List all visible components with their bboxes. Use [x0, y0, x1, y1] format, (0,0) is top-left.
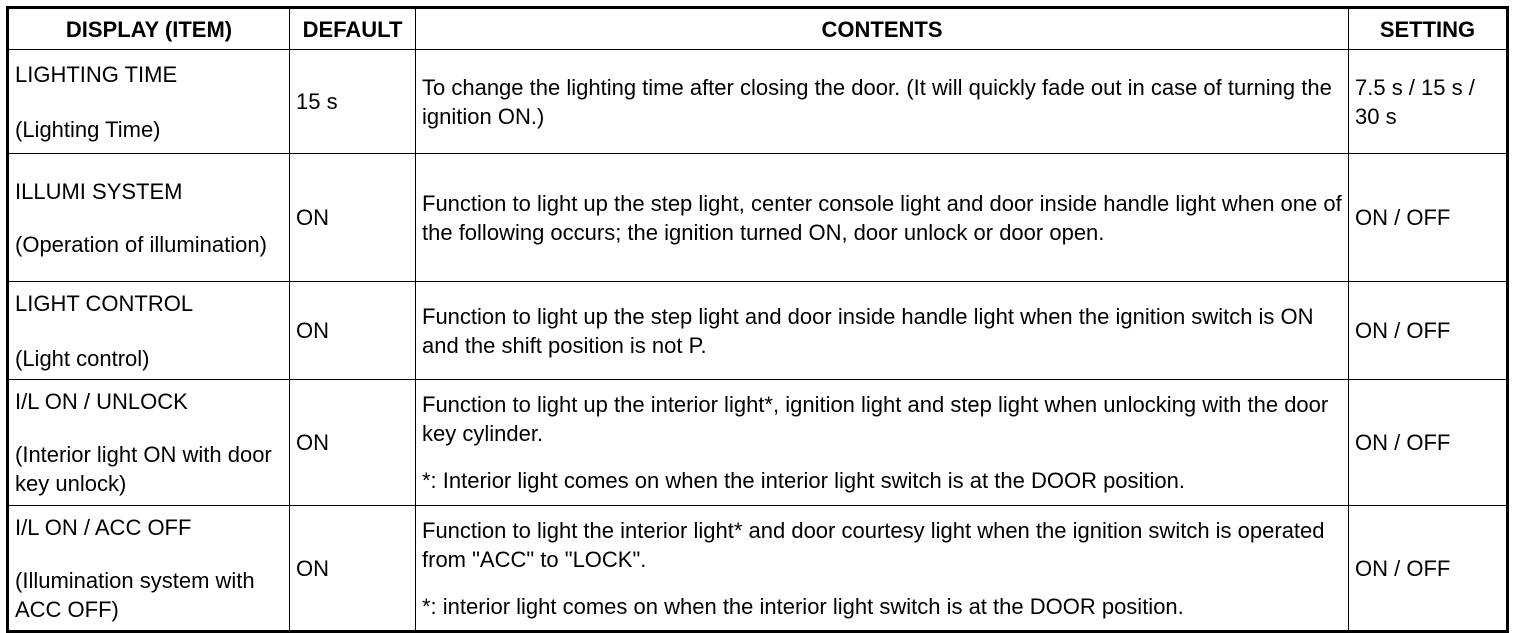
- table-row: [8, 50, 1508, 154]
- item-description: (Operation of illumination): [15, 231, 267, 257]
- header-setting: SETTING: [1349, 8, 1508, 50]
- default-cell: 15 s: [290, 50, 416, 154]
- table-row: [8, 154, 1508, 282]
- setting-cell: 7.5 s / 15 s / 30 s: [1349, 50, 1508, 154]
- contents-text: Function to light up the interior light*, ignition light and step light when unlocking with the door key cylinder.: [422, 392, 1329, 446]
- item-cell: [8, 154, 290, 282]
- contents-cell: [416, 50, 1349, 154]
- contents-note: *: interior light comes on when the interior light switch is at the DOOR position.: [422, 593, 1184, 619]
- table-row: [8, 380, 1508, 506]
- table-row: [8, 282, 1508, 380]
- contents-text: Function to light up the step light, center console light and door inside handle light when one of the following occurs; the ignition turned ON, door unlock or door open.: [422, 190, 1342, 245]
- contents-cell: [416, 154, 1349, 282]
- setting-cell: ON / OFF: [1349, 154, 1508, 282]
- item-name: ILLUMI SYSTEM: [15, 178, 183, 204]
- item-description: (Light control): [15, 345, 150, 371]
- item-name: I/L ON / UNLOCK: [15, 389, 188, 414]
- header-row: [8, 8, 1508, 50]
- table-row: [8, 506, 1508, 632]
- item-cell: [8, 380, 290, 506]
- item-cell: [8, 282, 290, 380]
- item-cell: [8, 50, 290, 154]
- header-display-item: DISPLAY (ITEM): [8, 8, 290, 50]
- contents-cell: [416, 380, 1349, 506]
- item-description: (Illumination system with ACC OFF): [15, 567, 255, 622]
- contents-cell: [416, 282, 1349, 380]
- item-name: LIGHT CONTROL: [15, 290, 194, 316]
- setting-cell: ON / OFF: [1349, 282, 1508, 380]
- header-contents: CONTENTS: [416, 8, 1349, 50]
- default-cell: ON: [290, 154, 416, 282]
- item-name: I/L ON / ACC OFF: [15, 514, 192, 540]
- contents-text: Function to light the interior light* and door courtesy light when the ignition switch is operated from "ACC" to "LOCK".: [422, 517, 1325, 572]
- item-cell: [8, 506, 290, 632]
- contents-text: Function to light up the step light and door inside handle light when the ignition switch is ON and the shift position is not P.: [422, 303, 1314, 358]
- header-default: DEFAULT: [290, 8, 416, 50]
- customize-settings-table: [6, 6, 1509, 633]
- contents-cell: [416, 506, 1349, 632]
- contents-text: To change the lighting time after closing the door. (It will quickly fade out in case of turning the ignition ON.): [422, 74, 1332, 129]
- item-description: (Lighting Time): [15, 116, 161, 142]
- item-name: LIGHTING TIME: [15, 61, 178, 87]
- default-cell: ON: [290, 380, 416, 506]
- default-cell: ON: [290, 282, 416, 380]
- item-description: (Interior light ON with door key unlock): [15, 442, 272, 496]
- setting-cell: ON / OFF: [1349, 380, 1508, 506]
- contents-note: *: Interior light comes on when the interior light switch is at the DOOR position.: [422, 468, 1186, 493]
- setting-cell: ON / OFF: [1349, 506, 1508, 632]
- default-cell: ON: [290, 506, 416, 632]
